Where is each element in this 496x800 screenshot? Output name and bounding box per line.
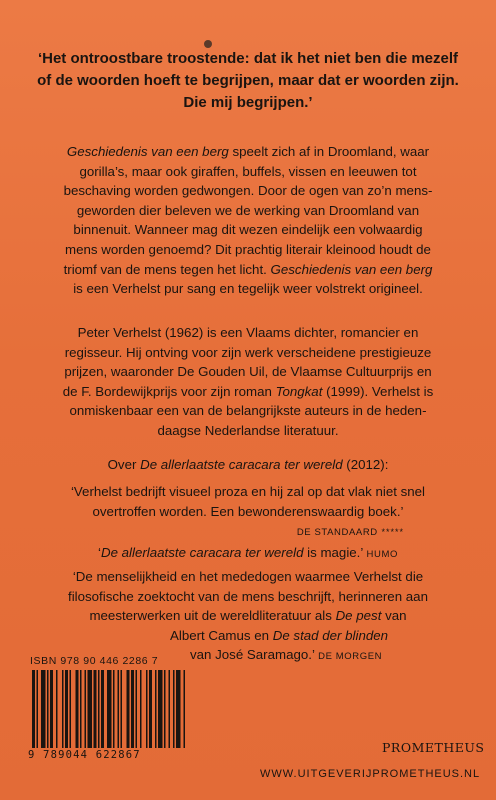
book-title: Tongkat xyxy=(275,383,323,399)
barcode-bar xyxy=(173,670,175,748)
bio-line: Peter Verhelst (1962) is een Vlaams dichter, romancier en xyxy=(77,325,419,340)
barcode-bar xyxy=(65,670,68,748)
synopsis-line: triomf van de mens tegen het licht. Geschiedenis van een berg xyxy=(63,261,433,277)
barcode-bar xyxy=(149,670,152,748)
rating-stars: ***** xyxy=(381,527,404,538)
book-title: Geschiedenis van een berg xyxy=(270,261,433,277)
book-title: De pest xyxy=(335,608,382,624)
book-title: De allerlaatste caracara ter wereld xyxy=(140,457,343,472)
book-title: De allerlaatste caracara ter wereld xyxy=(100,545,304,560)
bio-line: prijzen, waaronder De Gouden Uil, de Vlaamse Cultuurprijs en xyxy=(64,364,432,380)
synopsis-paragraph xyxy=(0,142,496,299)
pin-mark xyxy=(204,40,212,48)
bio-line: regisseur. Hij ontving voor zijn werk verscheidene prestigieuze xyxy=(64,344,432,360)
barcode-bar xyxy=(146,670,148,748)
review-source: HUMO xyxy=(366,549,398,560)
barcode-bar xyxy=(184,670,186,748)
barcode-bar xyxy=(37,670,39,748)
synopsis-line: binnenuit. Wanneer mag dit wezen eindelijk een volwaardig xyxy=(73,222,423,238)
barcode-bar xyxy=(136,670,138,748)
barcode-bar xyxy=(32,670,35,748)
review-line: van José Saramago.’ DE MORGEN xyxy=(190,647,383,663)
review-source: DE MORGEN xyxy=(318,651,383,663)
barcode-bar xyxy=(85,670,87,748)
barcode xyxy=(28,654,243,766)
review-quote xyxy=(0,567,496,667)
barcode-bar xyxy=(158,670,163,748)
review-quote xyxy=(0,482,496,543)
review-line: ‘Verhelst bedrijft visueel proza en hij zal op dat vlak niet snel xyxy=(70,484,426,499)
barcode-bar xyxy=(131,670,134,748)
barcode-bar xyxy=(56,670,58,748)
lead-quote-line: Die mij begrijpen.’ xyxy=(183,94,313,111)
review-line: meesterwerken uit de wereldliteratuur als De pest van xyxy=(89,608,407,624)
barcode-bar xyxy=(94,670,97,748)
synopsis-line: geworden dier beleven we de werking van Droomland van xyxy=(76,202,420,218)
barcode-bar xyxy=(164,670,166,748)
review-source: DE STANDAARD ***** xyxy=(296,527,404,539)
barcode-bar xyxy=(169,670,171,748)
barcode-bar xyxy=(107,670,112,748)
lead-quote-line: ‘Het ontroostbare troostende: dat ik het niet ben die mezelf xyxy=(37,50,459,67)
barcode-bar xyxy=(47,670,49,748)
publisher-website[interactable]: WWW.UITGEVERIJPROMETHEUS.NL xyxy=(260,768,481,780)
reviews-heading: Over De allerlaatste caracara ter wereld (2012): xyxy=(107,457,389,472)
review-line: ‘De menselijkheid en het mededogen waarmee Verhelst die xyxy=(72,569,424,584)
publisher-logo: PROMETHEUS xyxy=(382,740,485,755)
book-title: De stad der blinden xyxy=(272,627,389,643)
barcode-bar xyxy=(155,670,157,748)
lead-quote-line: of de woorden hoeft te begrijpen, maar dat er woorden zijn. xyxy=(37,72,459,89)
review-quote xyxy=(0,543,496,565)
synopsis-line: gorilla’s, maar ook giraffen, buffels, vissen en leeuwen tot xyxy=(79,163,417,179)
review-line: Albert Camus en De stad der blinden xyxy=(170,627,389,643)
book-title: Geschiedenis van een berg xyxy=(66,144,229,159)
barcode-bar xyxy=(176,670,181,748)
barcode-bar xyxy=(118,670,120,748)
barcode-bar xyxy=(140,670,142,748)
barcode-bar xyxy=(50,670,53,748)
barcode-bar xyxy=(98,670,100,748)
bio-line: daagse Nederlandse literatuur. xyxy=(157,422,339,438)
bio-line: onmiskenbaar een van de belangrijkste auteurs in de heden- xyxy=(69,403,427,419)
review-line: ‘De allerlaatste caracara ter wereld is magie.’ HUMO xyxy=(98,545,398,560)
barcode-bar xyxy=(113,670,115,748)
barcode-bar xyxy=(121,670,123,748)
barcode-bar xyxy=(101,670,104,748)
barcode-bar xyxy=(41,670,46,748)
synopsis-line: mens worden genoemd? Dit prachtig literair kleinood houdt de xyxy=(65,241,431,257)
review-line: overtroffen worden. Een bewonderenswaardig boek.’ xyxy=(92,503,404,519)
author-bio-paragraph xyxy=(0,323,496,441)
isbn-label: ISBN 978 90 446 2286 7 xyxy=(30,655,159,667)
lead-quote xyxy=(0,48,496,114)
synopsis-line: beschaving worden gedwongen. Door de ogen van zo’n mens- xyxy=(63,183,433,199)
synopsis-line: is een Verhelst pur sang en tegelijk weer volstrekt origineel. xyxy=(73,281,423,297)
barcode-bar xyxy=(62,670,64,748)
barcode-bar xyxy=(76,670,79,748)
barcode-bar xyxy=(80,670,82,748)
synopsis-line: Geschiedenis van een berg speelt zich af in Droomland, waar xyxy=(66,144,430,159)
barcode-bar xyxy=(88,670,93,748)
barcode-bars xyxy=(28,670,240,748)
barcode-bar xyxy=(70,670,72,748)
barcode-bar xyxy=(127,670,130,748)
bio-line: de F. Bordewijkprijs voor zijn roman Tongkat (1999). Verhelst is xyxy=(62,383,434,399)
review-line: filosofische zoektocht van de mens beschrijft, herinneren aan xyxy=(68,588,428,604)
barcode-digits: 9 789044 622867 xyxy=(28,749,141,761)
